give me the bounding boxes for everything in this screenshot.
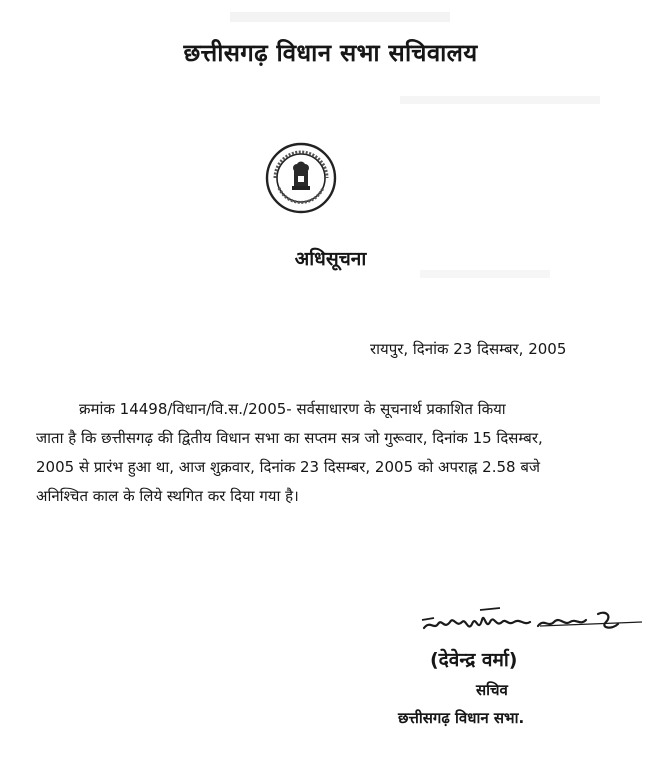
date-line: रायपुर, दिनांक 23 दिसम्बर, 2005 (370, 340, 567, 358)
signatory-organization: छत्तीसगढ़ विधान सभा. (398, 709, 525, 727)
handwritten-signature (420, 600, 645, 640)
show-through-mark (230, 12, 450, 22)
body-line: अनिश्चित काल के लिये स्थगित कर दिया गया है। (36, 487, 299, 505)
notice-heading: अधिसूचना (294, 248, 367, 270)
signatory-name: (देवेन्द्र वर्मा) (430, 649, 518, 671)
show-through-mark (400, 96, 600, 104)
body-line: जाता है कि छत्तीसगढ़ की द्वितीय विधान सभा का सप्तम सत्र जो गुरूवार, दिनांक 15 दिसम्बर, (36, 429, 543, 447)
body-line: क्रमांक 14498/विधान/वि.स./2005- सर्वसाधारण के सूचनार्थ प्रकाशित किया (79, 400, 506, 418)
header-title: छत्तीसगढ़ विधान सभा सचिवालय (183, 39, 478, 67)
show-through-mark (420, 270, 550, 278)
body-line: 2005 से प्रारंभ हुआ था, आज शुक्रवार, दिनांक 23 दिसम्बर, 2005 को अपराह्न 2.58 बजे (36, 458, 541, 476)
notice-body (36, 395, 584, 511)
emblem-seal-icon (265, 142, 337, 214)
signatory-title: सचिव (476, 681, 508, 699)
